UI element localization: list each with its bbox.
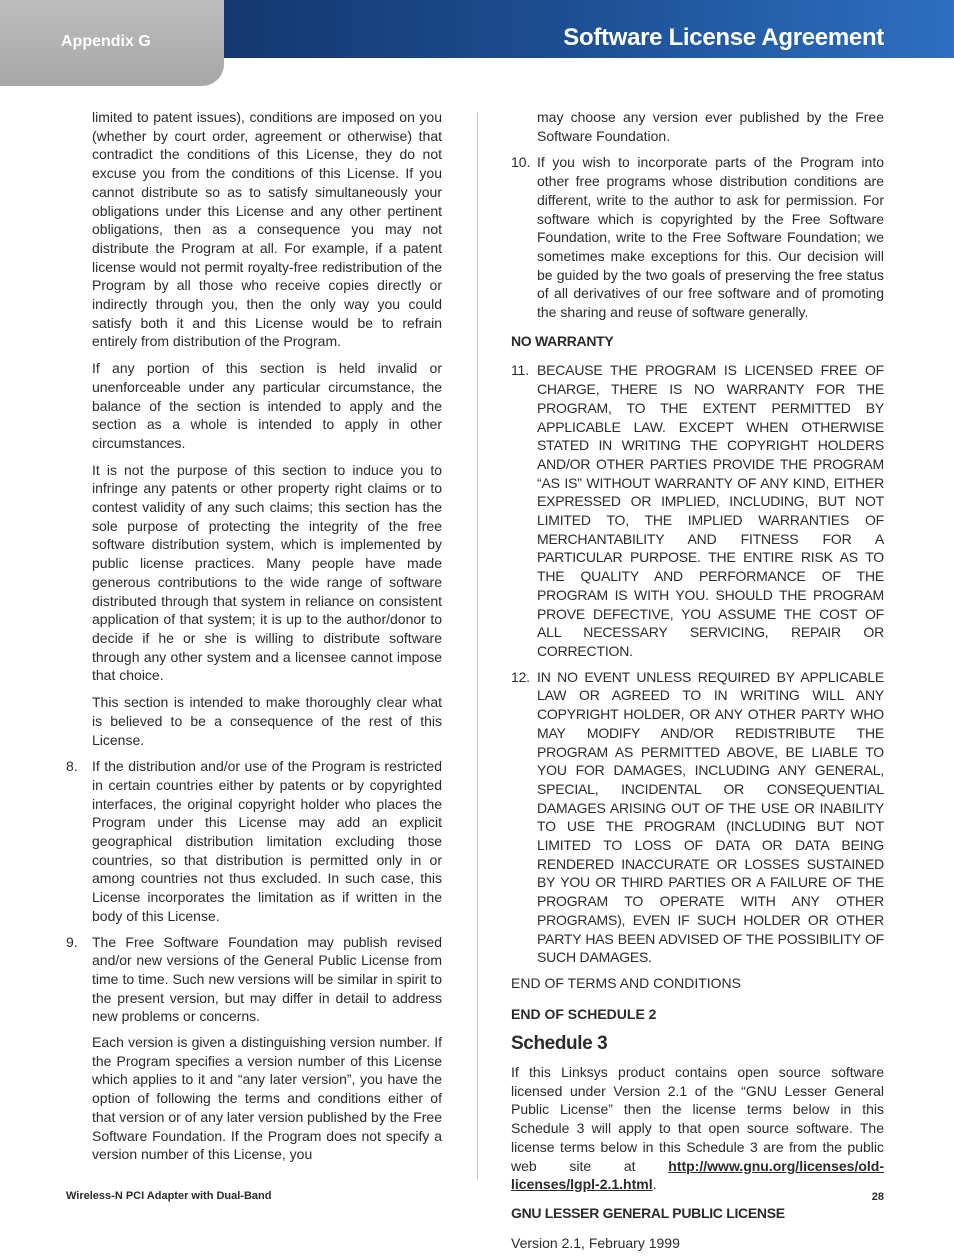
page-number: 28 — [871, 1191, 884, 1203]
item-text: BECAUSE THE PROGRAM IS LICENSED FREE OF CHARGE, THERE IS NO WARRANTY FOR THE PROGRAM, TO THE EXTENT PERMITTED BY APPLICABLE LAW. EXCEPT WHEN OTHERWISE STATED IN WRITING THE COPYRIGHT HOLDERS AND/OR OTHER PARTIES PROVIDE THE PROGRAM “AS IS” WITHOUT WARRANTY OF ANY KIND, EITHER EXPRESSED OR IMPLIED, INCLUDING, BUT NOT LIMITED TO, THE IMPLIED WARRANTIES OF MERCHANTABILITY AND FITNESS FOR A PARTICULAR PURPOSE. THE ENTIRE RISK AS TO THE QUALITY AND PERFORMANCE OF THE PROGRAM IS WITH YOU. SHOULD THE PROGRAM PROVE DEFECTIVE, YOU ASSUME THE COST OF ALL NECESSARY SERVICING, REPAIR OR CORRECTION. — [537, 362, 884, 659]
end-schedule: END OF SCHEDULE 2 — [511, 1005, 657, 1022]
list-item — [511, 361, 884, 660]
item-text: If you wish to incorporate parts of the Program into other free programs whose distribution conditions are different, write to the author to ask for permission. For software which is copyrighted by the Free Software Foundation, write to the Free Software Foundation; we sometimes make exceptions for this. Our decision will be guided by the two goals of preserving the free status of all derivatives of our free software and of promoting the sharing and reuse of software generally. — [537, 154, 884, 321]
version-line: Version 2.1, February 1999 — [511, 1234, 680, 1251]
paragraph: If any portion of this section is held invalid or unenforceable under any particular circumstance, the balance of the section is intended to apply and the section as a whole is intended to apply in other circumstances. — [92, 360, 442, 451]
paragraph: It is not the purpose of this section to induce you to infringe any patents or other property right claims or to contest validity of any such claims; this section has the sole purpose of protecting the integrity of the free software distribution system, which is implemented by public license practices. Many people have made generous contributions to the wide range of software distributed through that system in reliance on consistent application of that system; it is up to the author/donor to decide if he or she is willing to distribute software through any other system and a licensee cannot impose that choice. — [92, 461, 442, 684]
section-heading: NO WARRANTY — [511, 332, 614, 349]
footer-product: Wireless-N PCI Adapter with Dual-Band — [66, 1190, 272, 1202]
section-heading: GNU LESSER GENERAL PUBLIC LICENSE — [511, 1204, 785, 1221]
item-number: 11. — [511, 362, 529, 379]
end-terms: END OF TERMS AND CONDITIONS — [511, 974, 741, 991]
list-item — [66, 757, 442, 925]
item-text: IN NO EVENT UNLESS REQUIRED BY APPLICABLE LAW OR AGREED TO IN WRITING WILL ANY COPYRIGHT HOLDER, OR ANY OTHER PARTY WHO MAY MODIFY AND/OR REDISTRIBUTE THE PROGRAM AS PERMITTED ABOVE, BE LIABLE TO YOU FOR DAMAGES, INCLUDING ANY GENERAL, SPECIAL, INCIDENTAL OR CONSEQUENTIAL DAMAGES ARISING OUT OF THE USE OR INABILITY TO USE THE PROGRAM (INCLUDING BUT NOT LIMITED TO LOSS OF DATA OR DATA BEING RENDERED INACCURATE OR LOSSES SUSTAINED BY YOU OR THIRD PARTIES OR A FAILURE OF THE PROGRAM TO OPERATE WITH ANY OTHER PROGRAMS), EVEN IF SUCH HOLDER OR OTHER PARTY HAS BEEN ADVISED OF THE POSSIBILITY OF SUCH DAMAGES. — [537, 668, 884, 966]
appendix-tab — [0, 0, 224, 86]
paragraph — [511, 1063, 884, 1194]
paragraph: Each version is given a distinguishing version number. If the Program specifies a version number of this License which applies to it and “any later version”, you have the option of following the terms and conditions either of that version or of any later version published by the Free Software Foundation. If the Program does not specify a version number of this License, you — [92, 1034, 442, 1163]
item-text: The Free Software Foundation may publish revised and/or new versions of the General Public License from time to time. Such new versions will be similar in spirit to the present version, but may differ in detail to address new problems or concerns. — [92, 933, 442, 1025]
page-title: Software License Agreement — [563, 24, 884, 51]
schedule-heading: Schedule 3 — [511, 1033, 608, 1055]
item-number: 10. — [511, 154, 531, 171]
appendix-label: Appendix G — [61, 33, 151, 50]
period: . — [652, 1176, 657, 1193]
list-item — [511, 668, 884, 967]
paragraph: limited to patent issues), conditions are imposed on you (whether by court order, agreement or otherwise) that contradict the conditions of this License, they do not excuse you from the conditions of this License. If you cannot distribute so as to satisfy simultaneously your obligations under this License and any other pertinent obligations, then as a consequence you may not distribute the Program at all. For example, if a patent license would not permit royalty-free redistribution of the Program by all those who receive copies directly or indirectly through you, then the only way you could satisfy both it and this License would be to refrain entirely from distribution of the Program. — [92, 109, 442, 350]
item-number: 8. — [66, 758, 78, 775]
lgpl-link[interactable]: http://www.gnu.org/licenses/old-licenses/lgpl-2.1.html — [511, 1157, 884, 1193]
list-item — [511, 153, 884, 321]
paragraph: This section is intended to make thoroughly clear what is believed to be a consequence of the rest of this License. — [92, 694, 442, 748]
schedule-text: If this Linksys product contains open source software licensed under Version 2.1 of the “GNU Lesser General Public License” then the license terms below in this Schedule 3 will apply to that open source software. The license terms below in this Schedule 3 are from the public web site at — [511, 1064, 884, 1174]
item-number: 9. — [66, 933, 78, 950]
item-text: If the distribution and/or use of the Program is restricted in certain countries either by patents or by copyrighted interfaces, the original copyright holder who places the Program under this License may add an explicit geographical distribution limitation excluding those countries, so that distribution is permitted only in or among countries not thus excluded. In such case, this License incorporates the limitation as if written in the body of this License. — [92, 758, 442, 924]
column-divider — [477, 112, 478, 1180]
item-number: 12. — [511, 668, 530, 685]
list-item — [66, 933, 442, 1027]
right-column — [511, 108, 884, 1260]
left-column — [66, 108, 442, 1172]
paragraph: may choose any version ever published by the Free Software Foundation. — [537, 109, 884, 144]
